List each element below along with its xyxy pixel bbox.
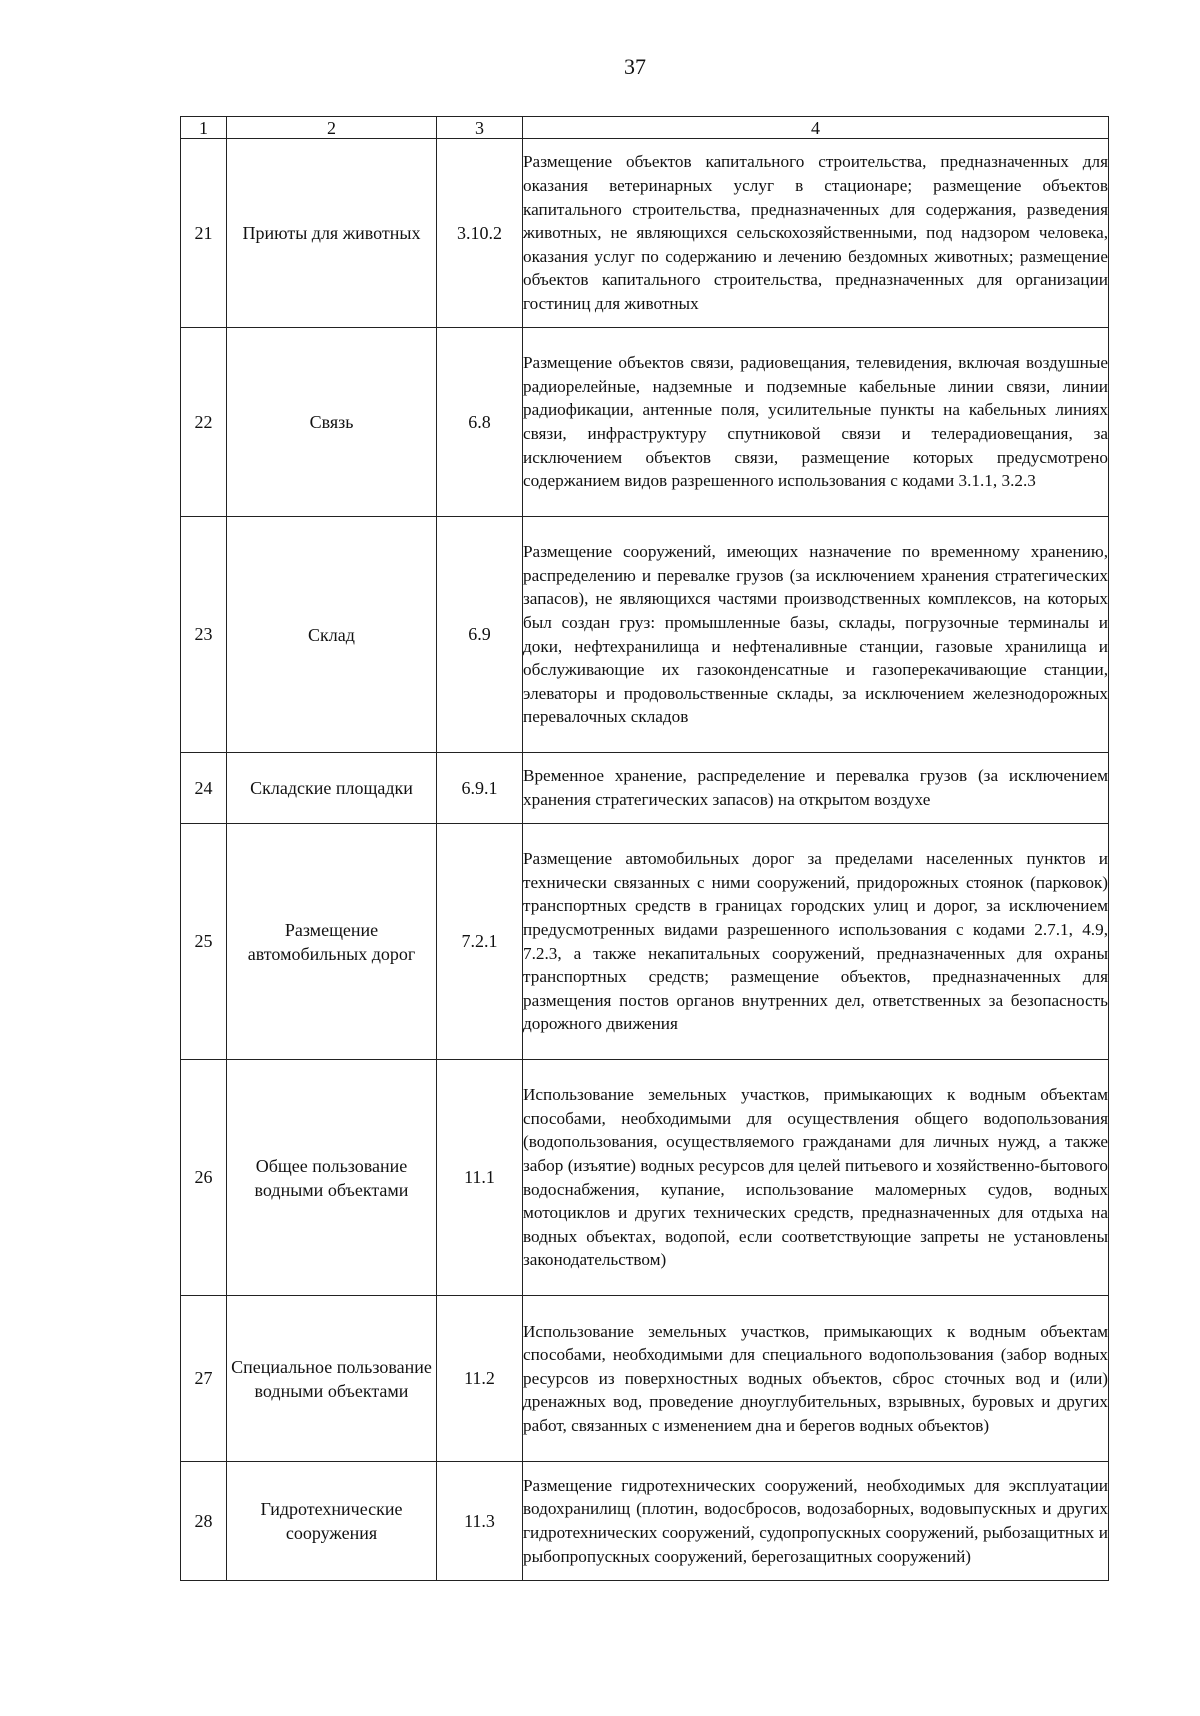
row-number: 24 [181, 753, 227, 824]
row-name: Склад [227, 517, 437, 753]
table-row [181, 1296, 1109, 1462]
header-cell: 3 [437, 117, 523, 139]
header-cell: 2 [227, 117, 437, 139]
row-name: Приюты для животных [227, 139, 437, 328]
table-row [181, 517, 1109, 753]
row-code: 11.1 [437, 1060, 523, 1296]
row-number: 25 [181, 824, 227, 1060]
row-code: 7.2.1 [437, 824, 523, 1060]
row-description: Размещение гидротехнических сооружений, необходимых для эксплуатации водохранилищ (плотин, водосбросов, водозаборных, водовыпускных и других гидротехнических сооружений, судопропускных сооружений, рыбозащитных и рыбопропускных сооружений, берегозащитных сооружений) [523, 1462, 1109, 1581]
header-cell: 1 [181, 117, 227, 139]
header-cell: 4 [523, 117, 1109, 139]
table-header-row [181, 117, 1109, 139]
land-use-table [180, 116, 1109, 1581]
row-name: Связь [227, 328, 437, 517]
table-row [181, 1060, 1109, 1296]
table-row [181, 824, 1109, 1060]
row-description: Размещение объектов капитального строительства, предназначенных для оказания ветеринарных услуг в стационаре; размещение объектов капитального строительства, предназначенных для содержания, разведения животных, не являющихся сельскохозяйственными, под надзором человека, оказания услуг по содержанию и лечению бездомных животных; размещение объектов капитального строительства, предназначенных для организации гостиниц для животных [523, 139, 1109, 328]
row-description: Размещение сооружений, имеющих назначение по временному хранению, распределению и перевалке грузов (за исключением хранения стратегических запасов), не являющихся частями производственных комплексов, на которых был создан груз: промышленные базы, склады, погрузочные терминалы и доки, нефтехранилища и нефтеналивные станции, газовые хранилища и обслуживающие их газоконденсатные и газоперекачивающие станции, элеваторы и продовольственные склады, за исключением железнодорожных перевалочных складов [523, 517, 1109, 753]
row-code: 6.8 [437, 328, 523, 517]
table-row [181, 753, 1109, 824]
row-name: Складские площадки [227, 753, 437, 824]
row-number: 26 [181, 1060, 227, 1296]
row-name: Размещение автомобильных дорог [227, 824, 437, 1060]
row-code: 11.3 [437, 1462, 523, 1581]
row-number: 23 [181, 517, 227, 753]
row-code: 11.2 [437, 1296, 523, 1462]
row-name: Гидротехнические сооружения [227, 1462, 437, 1581]
row-code: 6.9.1 [437, 753, 523, 824]
table-row [181, 139, 1109, 328]
row-description: Размещение автомобильных дорог за пределами населенных пунктов и технически связанных с ними сооружений, придорожных стоянок (парковок) транспортных средств в границах городских улиц и дорог, за исключением предусмотренных видами разрешенного использования с кодами 2.7.1, 4.9, 7.2.3, а также некапитальных сооружений, предназначенных для охраны транспортных средств; размещение объектов, предназначенных для размещения постов органов внутренних дел, ответственных за безопасность дорожного движения [523, 824, 1109, 1060]
row-number: 28 [181, 1462, 227, 1581]
row-description: Размещение объектов связи, радиовещания, телевидения, включая воздушные радиорелейные, надземные и подземные кабельные линии связи, линии радиофикации, антенные поля, усилительные пункты на кабельных линиях связи, инфраструктуру спутниковой связи и телерадиовещания, за исключением объектов связи, размещение которых предусмотрено содержанием видов разрешенного использования с кодами 3.1.1, 3.2.3 [523, 328, 1109, 517]
row-name: Специальное пользование водными объектами [227, 1296, 437, 1462]
row-description: Использование земельных участков, примыкающих к водным объектам способами, необходимыми для специального водопользования (забор водных ресурсов из поверхностных водных объектов, сброс сточных вод и (или) дренажных вод, проведение дноуглубительных, взрывных, буровых и других работ, связанных с изменением дна и берегов водных объектов) [523, 1296, 1109, 1462]
page-number: 37 [624, 54, 646, 79]
table-row [181, 1462, 1109, 1581]
row-code: 6.9 [437, 517, 523, 753]
row-number: 27 [181, 1296, 227, 1462]
row-name: Общее пользование водными объектами [227, 1060, 437, 1296]
row-code: 3.10.2 [437, 139, 523, 328]
row-number: 21 [181, 139, 227, 328]
row-description: Временное хранение, распределение и перевалка грузов (за исключением хранения стратегических запасов) на открытом воздухе [523, 753, 1109, 824]
row-description: Использование земельных участков, примыкающих к водным объектам способами, необходимыми для осуществления общего водопользования (водопользования, осуществляемого гражданами для личных нужд, а также забор (изъятие) водных ресурсов для целей питьевого и хозяйственно-бытового водоснабжения, купание, использование маломерных судов, водных мотоциклов и других технических средств, предназначенных для отдыха на водных объектах, водопой, если соответствующие запреты не установлены законодательством) [523, 1060, 1109, 1296]
row-number: 22 [181, 328, 227, 517]
table-row [181, 328, 1109, 517]
